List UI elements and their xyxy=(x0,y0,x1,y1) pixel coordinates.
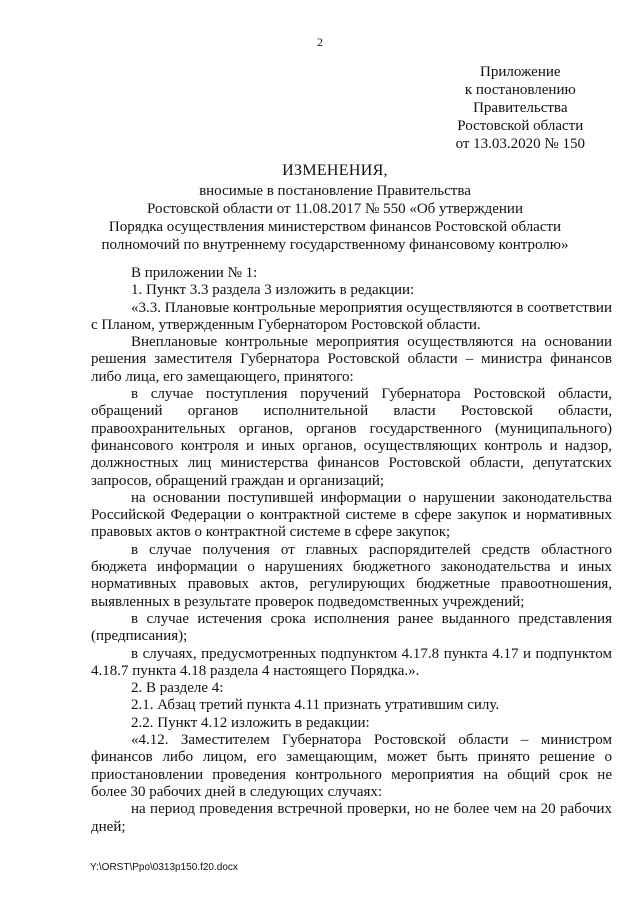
appendix-line: к постановлению xyxy=(464,82,576,98)
appendix-line: Ростовской области xyxy=(457,118,584,134)
paragraph: на период проведения встречной проверки, но не более чем на 20 рабочих дней; xyxy=(91,801,612,835)
paragraph: 1. Пункт 3.3 раздела 3 изложить в редакции: xyxy=(131,282,415,299)
paragraph: «3.3. Плановые контрольные мероприятия осуществляются в соответствии с Планом, утвержденным Губернатором Ростовской области. xyxy=(91,299,612,333)
appendix-line: Правительства xyxy=(473,100,568,116)
paragraph: 2.1. Абзац третий пункта 4.11 признать утратившим силу. xyxy=(131,697,500,714)
title-heading: ИЗМЕНЕНИЯ, xyxy=(282,162,388,179)
title-line: вносимые в постановление Правительства xyxy=(199,183,471,199)
appendix-line: Приложение xyxy=(480,64,561,80)
appendix-date-line: от 13.03.2020 № 150 xyxy=(455,136,585,152)
paragraph: Внеплановые контрольные мероприятия осуществляются на основании решения заместителя Губернатора Ростовской области – министра финансов либо лица, его замещающего, принятого: xyxy=(91,334,612,385)
paragraph: на основании поступившей информации о нарушении законодательства Российской Федерации о контрактной системе в сфере закупок и нормативных правовых актов о контрактной системе в сфере закупок; xyxy=(91,489,612,541)
paragraph: в случае истечения срока исполнения ранее выданного представления (предписания); xyxy=(91,610,612,645)
appendix-block xyxy=(456,63,585,153)
title-line: Ростовской области от 11.08.2017 № 550 «Об утверждении xyxy=(147,201,523,217)
title-line: полномочий по внутреннему государственному финансовому контролю» xyxy=(101,237,569,253)
document-body xyxy=(91,265,612,836)
paragraph: 2.2. Пункт 4.12 изложить в редакции: xyxy=(131,714,370,731)
paragraph: 2. В разделе 4: xyxy=(131,680,224,697)
paragraph: В приложении № 1: xyxy=(131,265,258,281)
paragraph: «4.12. Заместителем Губернатора Ростовской области – министром финансов либо лицом, его замещающим, может быть принято решение о приостановлении проведения контрольного мероприятия на общий срок не более 30 рабочих дней в следующих случаях: xyxy=(91,732,612,800)
title-line: Порядка осуществления министерством финансов Ростовской области xyxy=(108,219,562,235)
paragraph: в случае получения от главных распорядителей средств областного бюджета информации о нарушениях бюджетного законодательства и иных нормативных правовых актов, регулирующих бюджетные правоотношения, выявленных в результате проверок подведомственных учреждений; xyxy=(91,541,612,610)
document-title xyxy=(90,162,580,254)
paragraph: в случае поступления поручений Губернатора Ростовской области, обращений органов исполнительной власти Ростовской области, правоохранительных органов, органов государственного (муниципального) финансового контроля и иных органов, осуществляющих контроль и надзор, должностных лиц министерства финансов Ростовской области, депутатских запросов, обращений граждан и организаций; xyxy=(91,386,612,489)
page-number: 2 xyxy=(317,35,323,49)
paragraph: в случаях, предусмотренных подпунктом 4.17.8 пункта 4.17 и подпунктом 4.18.7 пункта 4.18 раздела 4 настоящего Порядка.». xyxy=(91,645,612,679)
footer-file-path: Y:\ORST\Ppo\0313p150.f20.docx xyxy=(90,862,238,873)
